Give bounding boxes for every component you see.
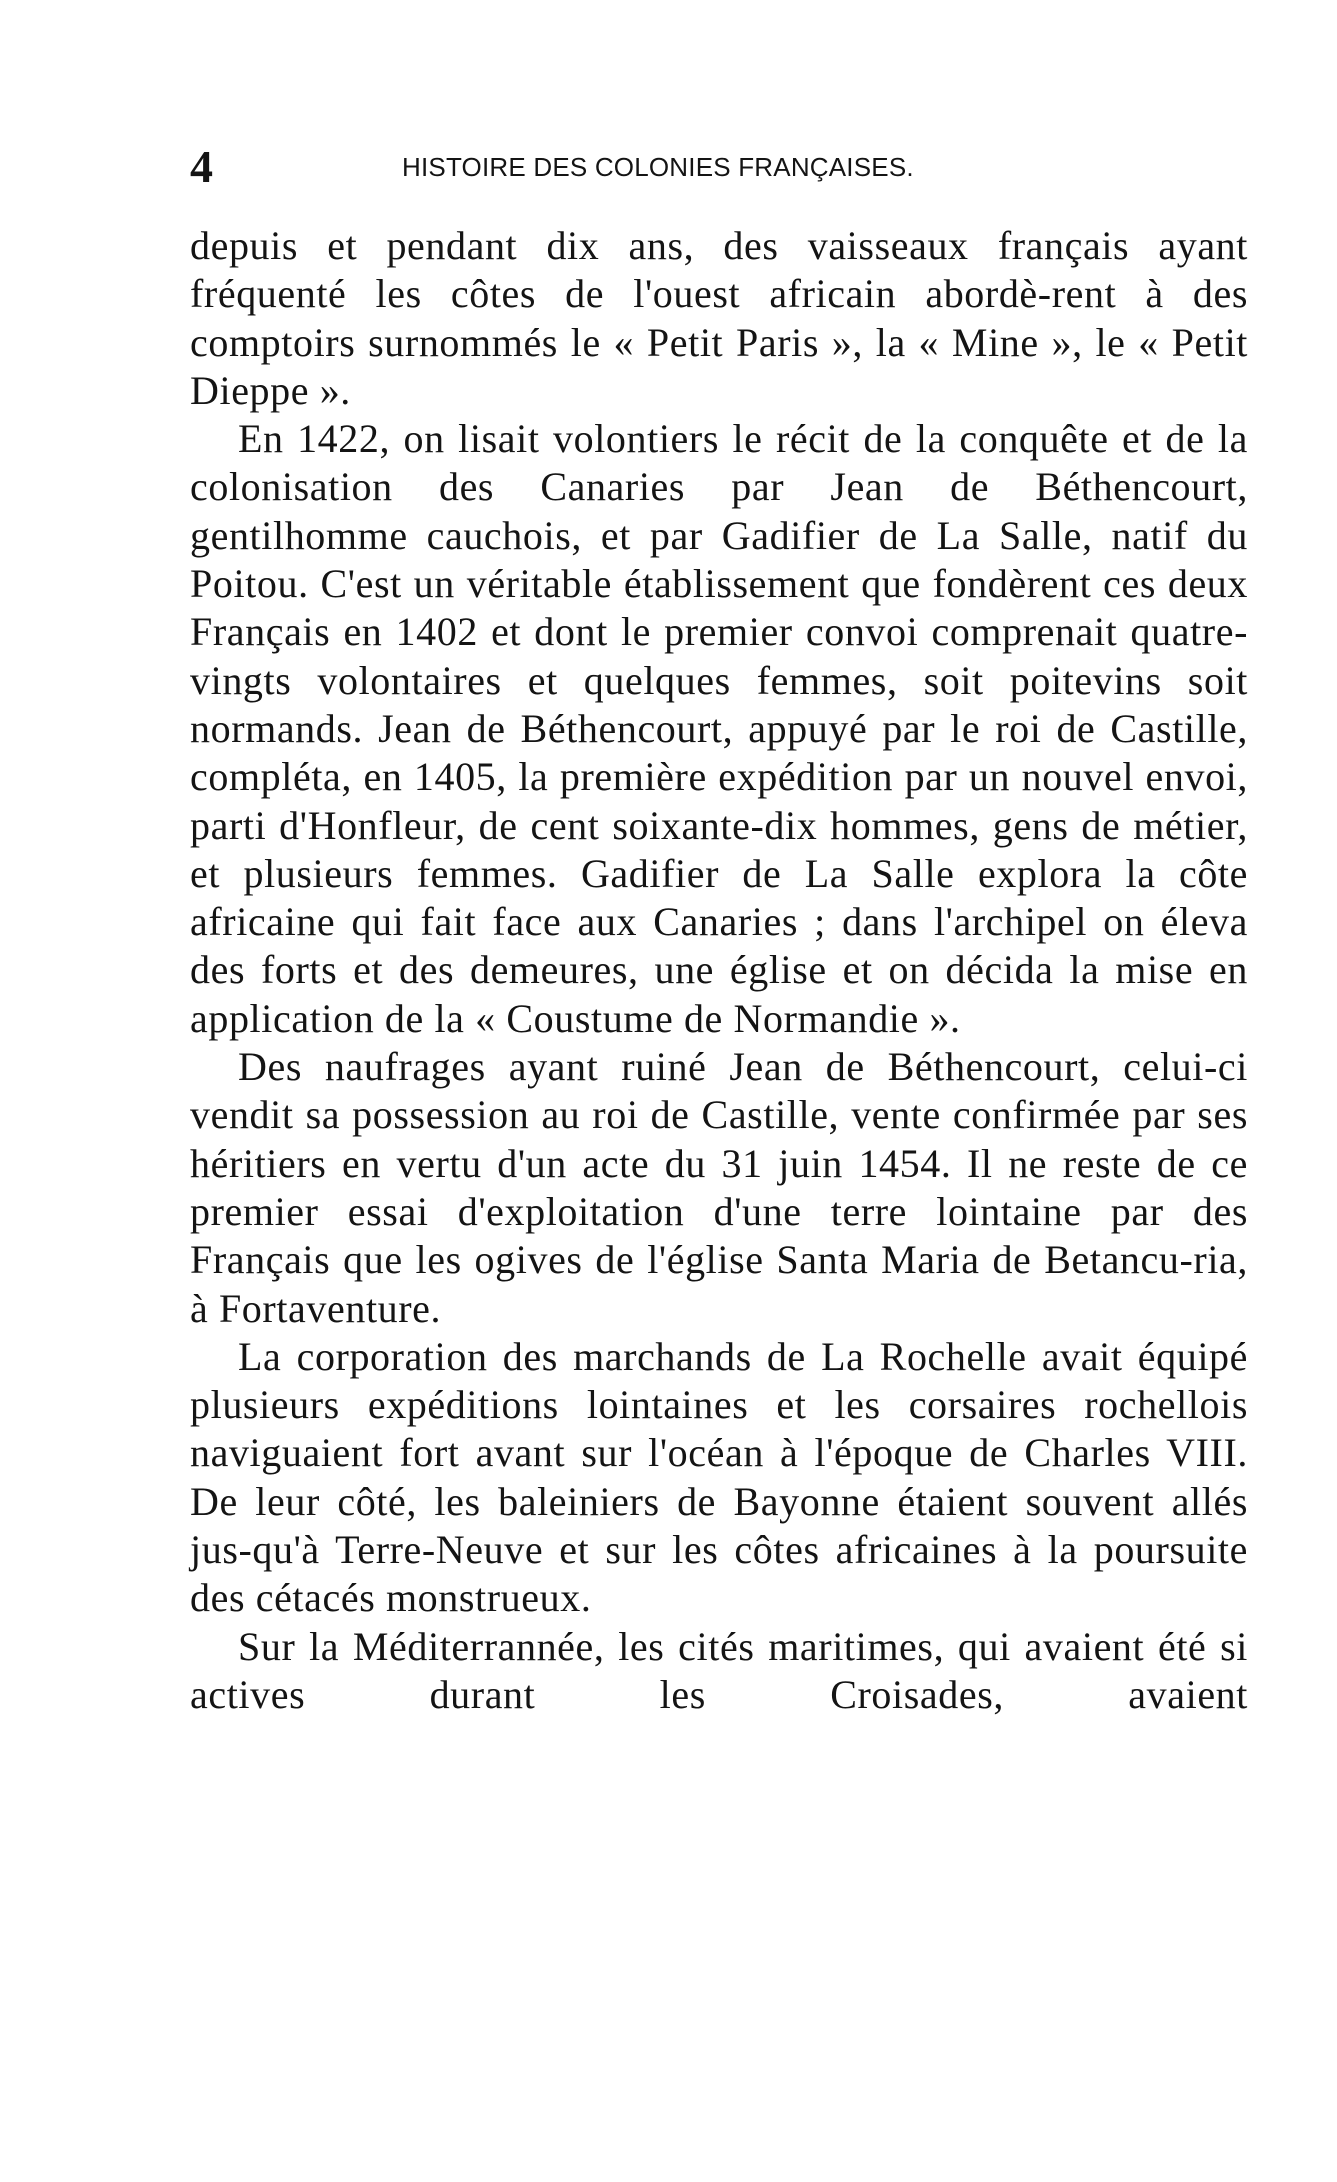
running-title: HISTOIRE DES COLONIES FRANÇAISES. [402, 152, 914, 182]
paragraph-4: La corporation des marchands de La Rochelle avait équipé plusieurs expéditions lointaines et les corsaires rochellois naviguaient fort avant sur l'océan à l'époque de Charles VIII. De leur côté, les baleiniers de Bayonne étaient souvent allés jus-qu'à Terre-Neuve et sur les côtes africaines à la poursuite des cétacés monstrueux. [190, 1333, 1248, 1621]
paragraph-5: Sur la Méditerrannée, les cités maritimes, qui avaient été si actives durant les Croisades, avaient [190, 1623, 1248, 1717]
paragraph-1: depuis et pendant dix ans, des vaisseaux français ayant fréquenté les côtes de l'ouest africain abordè-rent à des comptoirs surnommés le « Petit Paris », la « Mine », le « Petit Dieppe ». [190, 223, 1248, 413]
page-number: 4 [190, 141, 213, 192]
body-text [190, 222, 1248, 1719]
paragraph-2: En 1422, on lisait volontiers le récit de la conquête et de la colonisation des Canaries par Jean de Béthencourt, gentilhomme cauchois, et par Gadifier de La Salle, natif du Poitou. C'est un véritable établissement que fondèrent ces deux Français en 1402 et dont le premier convoi comprenait quatre-vingts volontaires et quelques femmes, soit poitevins soit normands. Jean de Béthencourt, appuyé par le roi de Castille, compléta, en 1405, la première expédition par un nouvel envoi, parti d'Honfleur, de cent soixante-dix hommes, gens de métier, et plusieurs femmes. Gadifier de La Salle explora la côte africaine qui fait face aux Canaries ; dans l'archipel on éleva des forts et des demeures, une église et on décida la mise en application de la « Coustume de Normandie ». [190, 416, 1248, 1041]
paragraph-3: Des naufrages ayant ruiné Jean de Béthencourt, celui-ci vendit sa possession au roi de Castille, vente confirmée par ses héritiers en vertu d'un acte du 31 juin 1454. Il ne reste de ce premier essai d'exploitation d'une terre lointaine par des Français que les ogives de l'église Santa Maria de Betancu-ria, à Fortaventure. [190, 1044, 1248, 1331]
